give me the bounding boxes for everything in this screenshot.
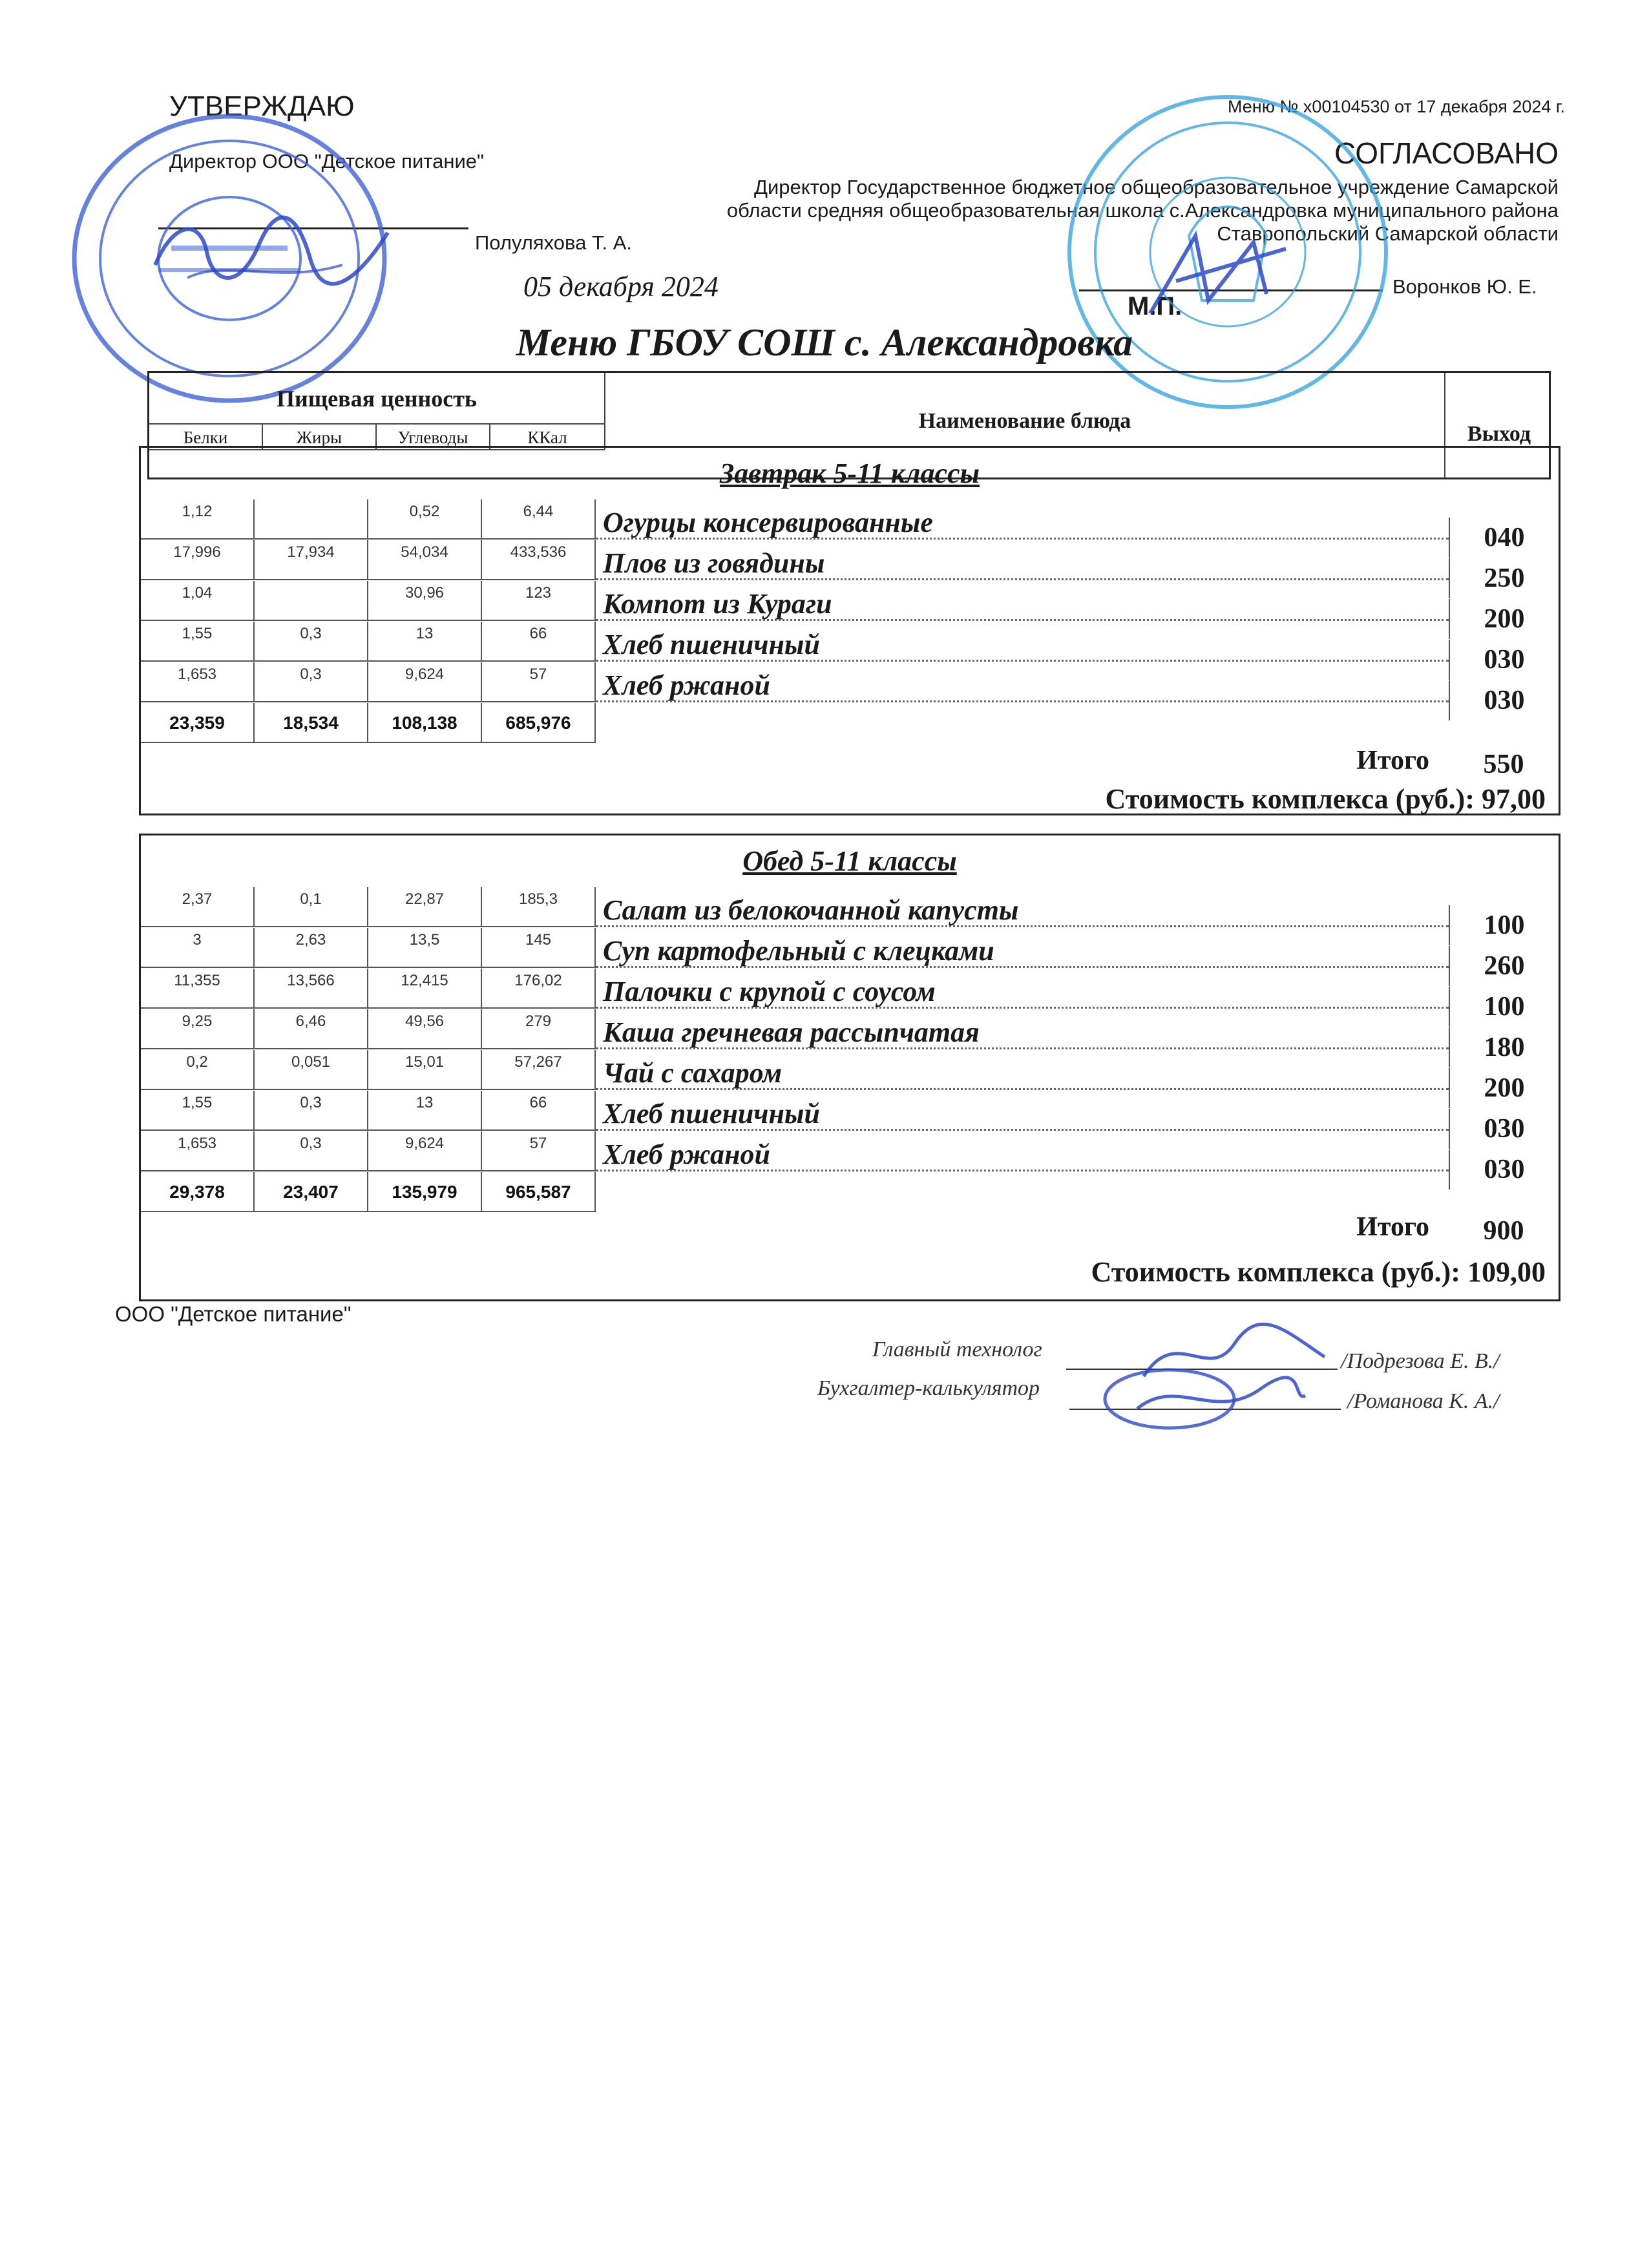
fat-value: 0,3 bbox=[255, 1131, 368, 1171]
table-row bbox=[141, 1131, 1559, 1184]
protein-value: 2,37 bbox=[141, 887, 255, 927]
dish-name: Чай с сахаром bbox=[603, 1057, 782, 1089]
kcal-value: 66 bbox=[482, 1091, 596, 1131]
lunch-title: Обед 5-11 классы bbox=[742, 845, 957, 877]
carb-value: 22,87 bbox=[368, 887, 482, 927]
footer-org: ООО "Детское питание" bbox=[115, 1302, 352, 1326]
fat-value: 0,051 bbox=[255, 1050, 368, 1090]
carb-value: 13,5 bbox=[368, 928, 482, 968]
approve-date: 05 декабря 2024 bbox=[523, 271, 719, 302]
kcal-value: 57 bbox=[482, 662, 596, 702]
row-divider bbox=[596, 1047, 1449, 1049]
fat-value bbox=[255, 499, 368, 540]
row-divider bbox=[596, 660, 1449, 662]
total-fat: 23,407 bbox=[255, 1172, 368, 1212]
row-divider bbox=[596, 619, 1449, 621]
technologist-label: Главный технолог bbox=[872, 1338, 1042, 1361]
fat-value: 17,934 bbox=[255, 540, 368, 580]
agreed-signature-icon bbox=[1137, 223, 1305, 326]
row-divider bbox=[596, 578, 1449, 580]
dish-output: 030 bbox=[1449, 680, 1559, 720]
lunch-cost-label: Стоимость комплекса (руб.): bbox=[1091, 1256, 1460, 1288]
carb-value: 9,624 bbox=[368, 662, 482, 702]
protein-value: 0,2 bbox=[141, 1050, 255, 1090]
total-protein: 29,378 bbox=[141, 1172, 255, 1212]
kcal-value: 433,536 bbox=[482, 540, 596, 580]
dish-header: Наименование блюда bbox=[605, 373, 1445, 478]
dish-output: 250 bbox=[1449, 558, 1559, 598]
dish-name: Компот из Кураги bbox=[603, 588, 832, 620]
carb-value: 13 bbox=[368, 1091, 482, 1131]
dish-output: 200 bbox=[1449, 599, 1559, 639]
dish-output: 100 bbox=[1449, 905, 1559, 945]
dish-output: 180 bbox=[1449, 1027, 1559, 1067]
dish-output: 100 bbox=[1449, 987, 1559, 1027]
fat-value: 0,3 bbox=[255, 662, 368, 702]
kcal-value: 57,267 bbox=[482, 1050, 596, 1090]
row-divider bbox=[596, 925, 1449, 927]
agreed-role: Директор Государственное бюджетное общеобразовательное учреждение Самарской области средняя общеобразовательная школа с.Александровка муниципального района Ставропольский Самарской области bbox=[726, 176, 1559, 245]
row-divider bbox=[596, 1129, 1449, 1131]
protein-value: 3 bbox=[141, 928, 255, 968]
kcal-value: 66 bbox=[482, 622, 596, 662]
output-header: Выход bbox=[1467, 422, 1531, 446]
page-title: Меню ГБОУ СОШ с. Александровка bbox=[516, 321, 1133, 364]
kcal-value: 123 bbox=[482, 581, 596, 621]
total-carb: 135,979 bbox=[368, 1172, 482, 1212]
dish-name: Плов из говядины bbox=[603, 547, 825, 579]
dish-output: 030 bbox=[1449, 640, 1559, 680]
protein-value: 11,355 bbox=[141, 969, 255, 1009]
fat-value: 0,3 bbox=[255, 1091, 368, 1131]
breakfast-cost-value: 97,00 bbox=[1482, 783, 1546, 815]
total-row bbox=[141, 703, 1559, 743]
carb-value: 9,624 bbox=[368, 1131, 482, 1171]
fat-value bbox=[255, 581, 368, 621]
dish-name: Палочки с крупой с соусом bbox=[603, 976, 936, 1007]
lunch-cost-value: 109,00 bbox=[1467, 1256, 1546, 1288]
dish-output: 200 bbox=[1449, 1068, 1559, 1108]
protein-value: 17,996 bbox=[141, 540, 255, 580]
dish-name: Салат из белокочанной капусты bbox=[603, 894, 1019, 926]
approve-role: Директор ООО "Детское питание" bbox=[169, 150, 485, 173]
total-fat: 18,534 bbox=[255, 703, 368, 743]
breakfast-title: Завтрак 5-11 классы bbox=[719, 457, 980, 489]
kcal-value: 176,02 bbox=[482, 969, 596, 1009]
dish-output: 260 bbox=[1449, 946, 1559, 986]
agreed-label: СОГЛАСОВАНО bbox=[1334, 136, 1559, 170]
fat-value: 0,1 bbox=[255, 887, 368, 927]
protein-value: 9,25 bbox=[141, 1009, 255, 1049]
dish-name: Суп картофельный с клецками bbox=[603, 935, 994, 967]
agreed-name: Воронков Ю. Е. bbox=[1392, 275, 1537, 298]
kcal-value: 6,44 bbox=[482, 499, 596, 540]
fat-value: 6,46 bbox=[255, 1009, 368, 1049]
lunch-total-label: Итого bbox=[1356, 1212, 1429, 1242]
approve-signature-icon bbox=[149, 207, 394, 304]
lunch-section bbox=[139, 834, 1560, 1301]
dish-output: 040 bbox=[1449, 518, 1559, 558]
total-carb: 108,138 bbox=[368, 703, 482, 743]
breakfast-cost bbox=[1106, 782, 1546, 815]
row-divider bbox=[596, 966, 1449, 968]
kcal-header: ККал bbox=[490, 425, 605, 450]
dish-name: Хлеб пшеничный bbox=[603, 629, 820, 660]
kcal-value: 145 bbox=[482, 928, 596, 968]
carbs-header: Углеводы bbox=[377, 425, 490, 450]
kcal-value: 279 bbox=[482, 1009, 596, 1049]
row-divider bbox=[596, 538, 1449, 540]
kcal-value: 185,3 bbox=[482, 887, 596, 927]
row-divider bbox=[596, 1007, 1449, 1009]
row-divider bbox=[596, 1170, 1449, 1171]
breakfast-total-output: 550 bbox=[1483, 750, 1524, 779]
total-row bbox=[141, 1172, 1559, 1212]
breakfast-section bbox=[139, 446, 1560, 815]
total-kcal: 685,976 bbox=[482, 703, 596, 743]
nutrition-header: Пищевая ценность bbox=[149, 373, 605, 425]
dish-name: Огурцы консервированные bbox=[603, 507, 933, 538]
total-kcal: 965,587 bbox=[482, 1172, 596, 1212]
carb-value: 12,415 bbox=[368, 969, 482, 1009]
dish-name: Хлеб ржаной bbox=[603, 669, 770, 701]
dish-output: 030 bbox=[1449, 1109, 1559, 1149]
breakfast-total-label: Итого bbox=[1356, 746, 1429, 775]
lunch-cost bbox=[1091, 1255, 1546, 1288]
kcal-value: 57 bbox=[482, 1131, 596, 1171]
protein-value: 1,653 bbox=[141, 662, 255, 702]
carb-value: 30,96 bbox=[368, 581, 482, 621]
breakfast-cost-label: Стоимость комплекса (руб.): bbox=[1105, 783, 1475, 815]
accountant-signature-icon bbox=[1098, 1363, 1312, 1434]
carb-value: 54,034 bbox=[368, 540, 482, 580]
carb-value: 49,56 bbox=[368, 1009, 482, 1049]
accountant-name: /Романова К. А./ bbox=[1347, 1389, 1500, 1413]
carb-value: 15,01 bbox=[368, 1050, 482, 1090]
carb-value: 13 bbox=[368, 622, 482, 662]
fat-value: 0,3 bbox=[255, 622, 368, 662]
dish-name: Хлеб ржаной bbox=[603, 1139, 770, 1170]
protein-value: 1,55 bbox=[141, 1091, 255, 1131]
fat-value: 13,566 bbox=[255, 969, 368, 1009]
protein-value: 1,653 bbox=[141, 1131, 255, 1171]
protein-value: 1,12 bbox=[141, 499, 255, 540]
table-row bbox=[141, 662, 1559, 715]
approve-label: УТВЕРЖДАЮ bbox=[169, 90, 355, 122]
fat-value: 2,63 bbox=[255, 928, 368, 968]
approve-name: Полуляхова Т. А. bbox=[475, 231, 633, 254]
menu-number: Меню № x00104530 от 17 декабря 2024 г. bbox=[1227, 97, 1565, 116]
dish-name: Хлеб пшеничный bbox=[603, 1098, 820, 1129]
total-protein: 23,359 bbox=[141, 703, 255, 743]
accountant-label: Бухгалтер-калькулятор bbox=[817, 1376, 1040, 1400]
protein-value: 1,55 bbox=[141, 622, 255, 662]
proteins-header: Белки bbox=[149, 425, 263, 450]
dish-output: 030 bbox=[1449, 1150, 1559, 1190]
dish-name: Каша гречневая рассыпчатая bbox=[603, 1016, 980, 1048]
technologist-name: /Подрезова Е. В./ bbox=[1341, 1349, 1500, 1373]
protein-value: 1,04 bbox=[141, 581, 255, 621]
row-divider bbox=[596, 700, 1449, 702]
seal-label: М.П. bbox=[1128, 292, 1182, 320]
fats-header: Жиры bbox=[263, 425, 377, 450]
carb-value: 0,52 bbox=[368, 499, 482, 540]
row-divider bbox=[596, 1088, 1449, 1090]
lunch-total-output: 900 bbox=[1483, 1216, 1524, 1246]
